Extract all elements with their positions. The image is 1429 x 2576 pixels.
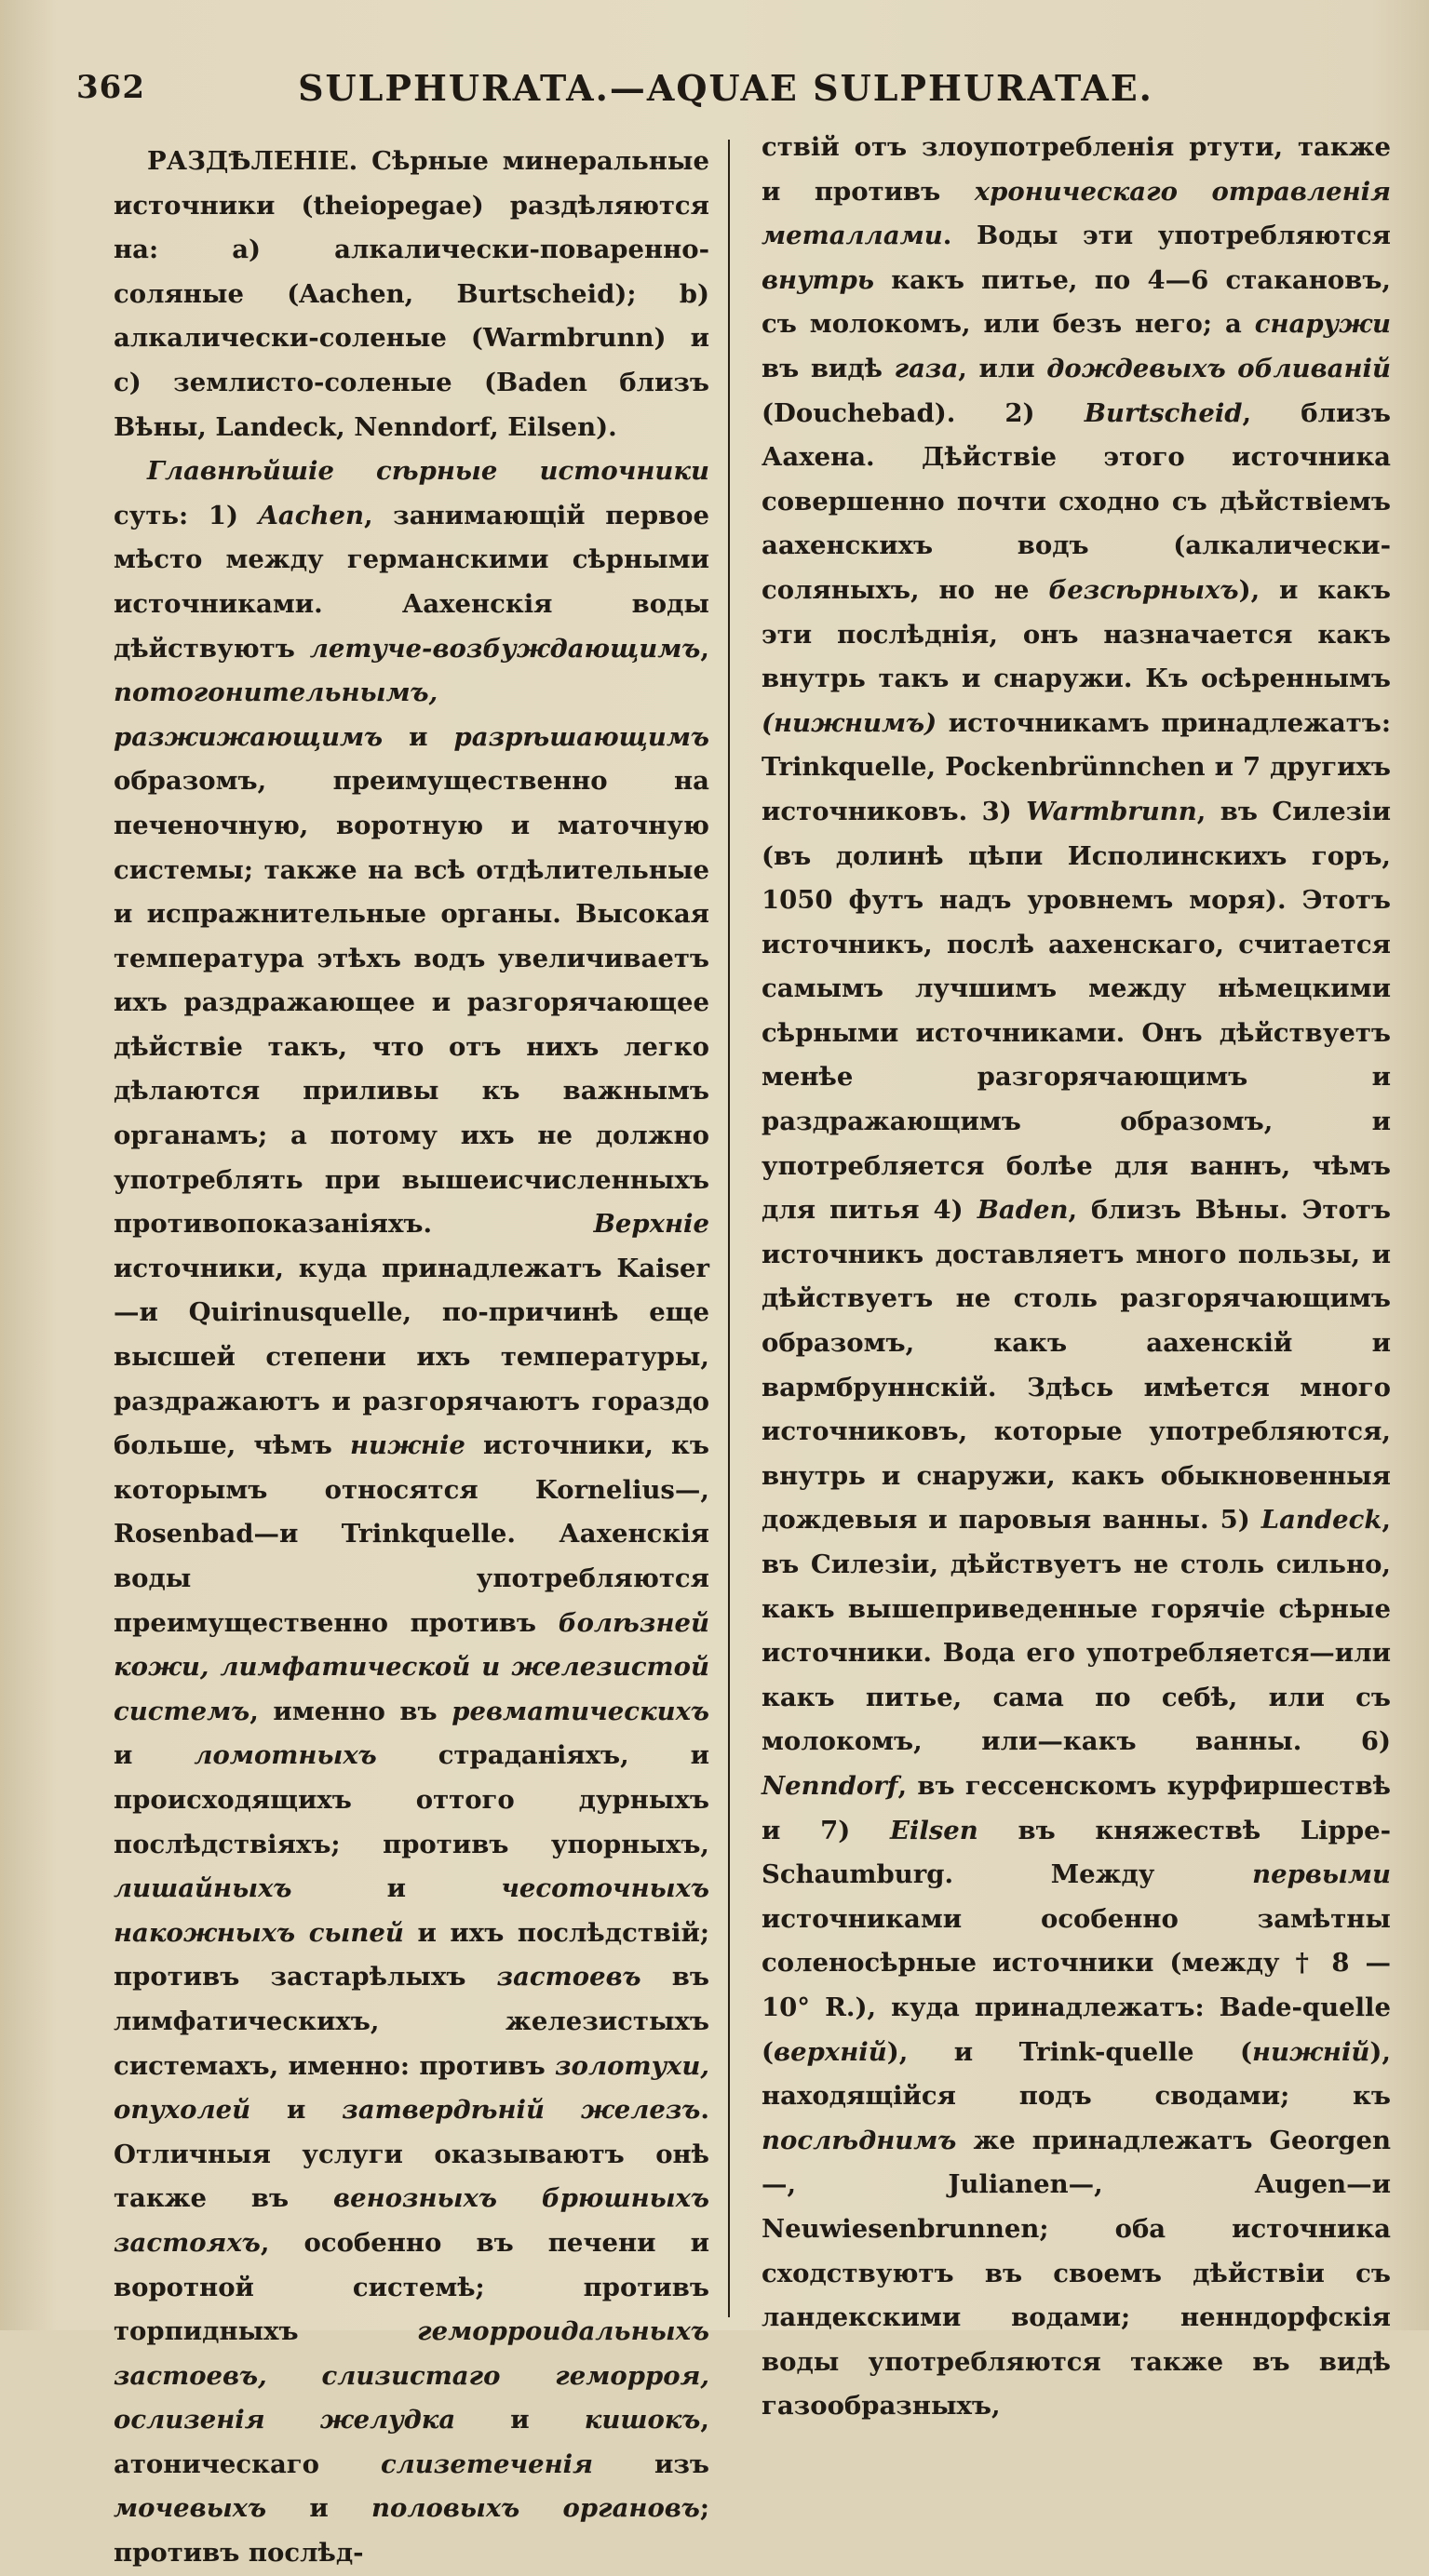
text-run: въ видѣ xyxy=(762,353,895,383)
italic-phrase: затвердѣній железъ xyxy=(342,2095,701,2126)
right-column xyxy=(762,126,1391,2429)
text-run: и xyxy=(250,2095,343,2126)
text-run: и xyxy=(383,721,454,752)
italic-phrase: лишайныхъ xyxy=(114,1873,292,1904)
italic-phrase: болѣзней кожи, лимфатической и железистой системъ xyxy=(114,1607,709,1726)
paragraph-continuation xyxy=(762,126,1391,2429)
italic-phrase: Верхніе xyxy=(593,1209,709,1240)
italic-phrase: газа xyxy=(894,353,959,383)
text-run: же принадлежатъ Georgen—, Julianen—, Augen—и Neuwiesenbrunnen; оба источника сходствуютъ въ своемъ дѣйствіи съ ландекскими водами; ненндорфскія воды употребляются также въ видѣ газообразныхъ, xyxy=(762,2125,1391,2422)
paragraph-division: РАЗДѢЛЕНІЕ. Сѣрные минеральные источники (theiopegae) раздѣляются на: а) алкалически-поваренно-соляные (Aachen, Burtscheid); b) алкалически-соленые (Warmbrunn) и c) землисто-соленые (Baden близъ Вѣны, Landeck, Nenndorf, Eilsen). xyxy=(114,146,709,442)
text-run: ; противъ послѣд- xyxy=(114,2493,710,2569)
text-run: (Douchebad). 2) xyxy=(762,397,1085,428)
text-run: источниками особенно замѣтны соленосѣрные источники (между † 8 — 10° R.), куда принадлежатъ: Bade-quelle ( xyxy=(762,1903,1391,2067)
italic-phrase: ревматическихъ xyxy=(452,1696,709,1726)
text-run: . Воды эти употребляются xyxy=(942,221,1391,251)
italic-phrase: первыми xyxy=(1252,1859,1391,1890)
place-name: Aachen xyxy=(258,500,364,530)
italic-phrase: снаружи xyxy=(1254,309,1391,340)
italic-phrase: половыхъ органовъ xyxy=(371,2493,700,2524)
italic-phrase: ломотныхъ xyxy=(194,1740,377,1771)
text-run: , xyxy=(700,633,709,664)
italic-phrase: нижній xyxy=(1251,2036,1370,2067)
italic-phrase: разрѣшающимъ xyxy=(453,721,709,752)
text-run: образомъ, преимущественно на печеночную, воротную и маточную системы; также на всѣ отдѣлительные и испражнительные органы. Высокая температура этѣхъ водъ увеличиваетъ ихъ раздражающее и разгорячающее дѣйствіе такъ, что отъ нихъ легко дѣлаются приливы къ важнымъ органамъ; а потому ихъ не должно употреблять при вышеисчисленныхъ противопоказаніяхъ. xyxy=(114,766,709,1240)
italic-phrase: венозныхъ брюшныхъ застояхъ xyxy=(114,2183,709,2258)
left-column xyxy=(114,140,709,2576)
text-run: , близъ Вѣны. Этотъ источникъ доставляетъ много пользы, и дѣйствуетъ не столь разгорячающимъ образомъ, какъ аахенскій и вармбруннскій. Здѣсь имѣется много источниковъ, которые употребляются, внутрь и снаружи, какъ обыкновенныя дождевыя и паровыя ванны. 5) xyxy=(762,1195,1392,1536)
text-run: и xyxy=(455,2405,585,2435)
italic-phrase: мочевыхъ xyxy=(114,2493,267,2524)
text-run: ), находящійся подъ сводами; къ xyxy=(762,2036,1391,2112)
text-run: ), и какъ эти послѣднія, онъ назначается какъ внутрь такъ и снаружи. Къ осѣреннымъ xyxy=(762,574,1392,694)
place-name: Eilsen xyxy=(889,1815,978,1845)
page-number: 362 xyxy=(76,69,145,106)
text-run: ), и Trink-quelle ( xyxy=(886,2036,1252,2067)
place-name: Nenndorf xyxy=(762,1770,898,1801)
italic-phrase: Главнѣйшіе сѣрные источники xyxy=(147,456,709,487)
text-run: суть: 1) xyxy=(114,500,259,530)
italic-phrase: чесоточныхъ накожныхъ сыпей xyxy=(114,1873,709,1948)
text-run: , особенно въ печени и воротной системѣ; противъ торпидныхъ xyxy=(114,2227,709,2347)
italic-phrase: кишокъ xyxy=(584,2405,701,2435)
text-run: въ княжествѣ Lippe-Schaumburg. Между xyxy=(762,1815,1391,1890)
text-run: , въ гессенскомъ курфиршествѣ и 7) xyxy=(762,1770,1391,1845)
text-run: источники, куда принадлежатъ Kaiser—и Quirinusquelle, по-причинѣ еще высшей степени ихъ температуры, раздражаютъ и разгорячаютъ гораздо больше, чѣмъ xyxy=(114,1253,709,1461)
text-run: , въ Силезіи (въ долинѣ цѣпи Исполинскихъ горъ, 1050 футъ надъ уровнемъ моря). Этотъ источникъ, послѣ аахенскаго, считается самымъ лучшимъ между нѣмецкими сѣрными источниками. Онъ дѣйствуетъ менѣе разгорячающимъ и раздражающимъ образомъ, и употребляется болѣе для ваннъ, чѣмъ для питья 4) xyxy=(762,796,1391,1226)
italic-phrase: слизетеченія xyxy=(380,2449,593,2479)
text-run: источники, къ которымъ относятся Kornelius—, Rosenbad—и Trinkquelle. Аахенскія воды употребляются преимущественно противъ xyxy=(114,1430,709,1638)
text-run: , занимающій первое мѣсто между германскими сѣрными источниками. Аахенскія воды дѣйствуютъ xyxy=(114,500,709,664)
italic-phrase: золотухи, опухолей xyxy=(114,2050,709,2126)
text-run: какъ питье, по 4—6 стакановъ, съ молокомъ, или безъ него; а xyxy=(762,264,1391,340)
place-name: Baden xyxy=(977,1195,1069,1226)
text-run: , именно въ xyxy=(249,1696,452,1726)
place-name: Burtscheid xyxy=(1084,397,1243,428)
column-divider xyxy=(728,140,730,2317)
text-run: , атоническаго xyxy=(114,2405,709,2479)
italic-phrase: хроническаго отравленія металлами xyxy=(762,176,1391,251)
italic-phrase: безсѣрныхъ xyxy=(1048,574,1239,605)
place-name: Warmbrunn xyxy=(1026,796,1197,826)
text-run: страданіяхъ, и происходящихъ оттого дурныхъ послѣдствіяхъ; противъ упорныхъ, xyxy=(114,1740,709,1859)
text-run: , въ Силезіи, дѣйствуетъ не столь сильно, какъ вышеприведенные горячіе сѣрные источники. Вода его употребляется—или какъ питье, сама по себѣ, или съ молокомъ, или—какъ ванны. 6) xyxy=(762,1505,1391,1757)
text-run: , близъ Аахена. Дѣйствіе этого источника совершенно почти сходно съ дѣйствіемъ аахенскихъ водъ (алкалически-соляныхъ, но не xyxy=(762,397,1392,605)
italic-phrase: потогонительнымъ, разжижающимъ xyxy=(114,678,438,752)
text-run: и xyxy=(266,2493,372,2524)
text-run: ствій отъ злоупотребленія ртути, также и противъ xyxy=(762,132,1391,207)
italic-phrase: послѣднимъ xyxy=(762,2125,957,2155)
text-run: въ лимфатическихъ, железистыхъ системахъ, именно: противъ xyxy=(114,1962,709,2081)
page-header xyxy=(76,61,1375,117)
text-run: изъ xyxy=(592,2449,709,2479)
paragraph-main-sources xyxy=(114,449,709,2576)
text-run: источникамъ принадлежатъ: Trinkquelle, Pockenbrünnchen и 7 другихъ источниковъ. 3) xyxy=(762,707,1391,826)
italic-phrase: застоевъ xyxy=(496,1962,641,1992)
text-run: и xyxy=(291,1873,502,1904)
italic-phrase: (нижнимъ) xyxy=(762,707,937,738)
italic-phrase: геморроидальныхъ застоевъ, слизистаго геморроя, ослизенія желудка xyxy=(114,2316,709,2435)
italic-phrase: дождевыхъ обливаній xyxy=(1046,353,1391,383)
italic-phrase: верхній xyxy=(774,2036,887,2067)
italic-phrase: внутрь xyxy=(762,264,875,295)
italic-phrase: нижніе xyxy=(349,1430,465,1461)
text-run: . Отличныя услуги оказываютъ онѣ также въ xyxy=(114,2095,709,2214)
text-run: , или xyxy=(958,353,1047,383)
running-head: SULPHURATA.—AQUAE SULPHURATAE. xyxy=(298,67,1153,109)
italic-phrase: летуче-возбуждающимъ xyxy=(309,633,701,664)
text-run: и xyxy=(114,1740,195,1771)
place-name: Landeck xyxy=(1260,1505,1382,1536)
text-run: и ихъ послѣдствій; противъ застарѣлыхъ xyxy=(114,1917,709,1992)
